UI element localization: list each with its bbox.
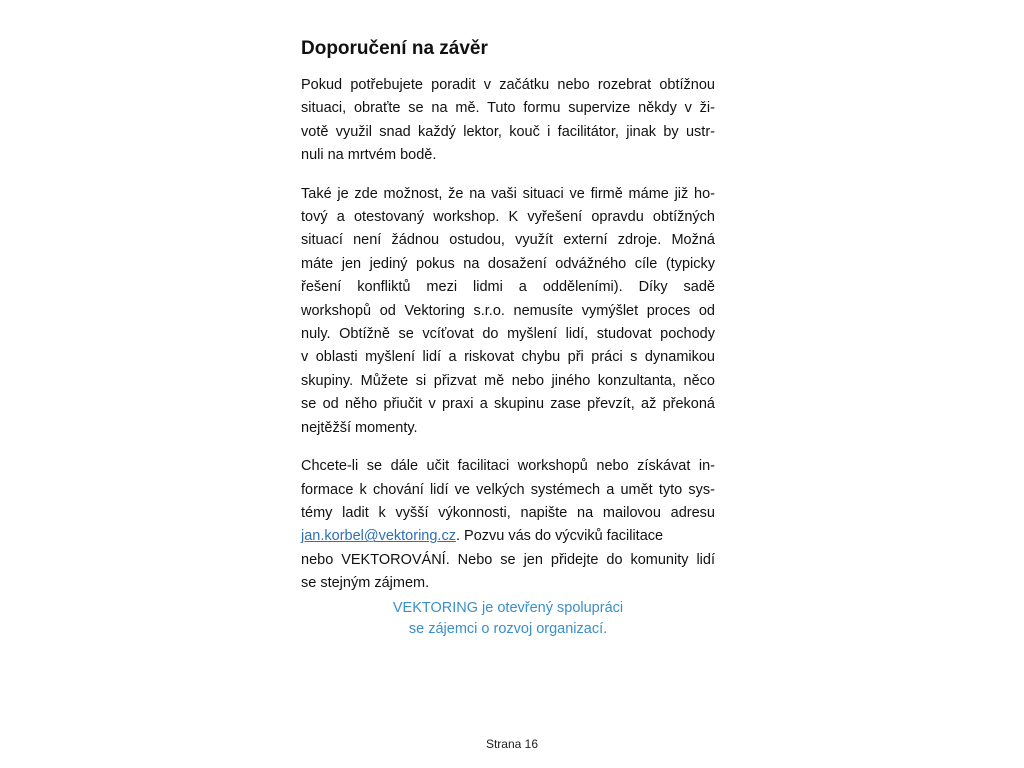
email-link[interactable]: jan.korbel@vektoring.cz bbox=[301, 528, 456, 545]
paragraph-1 bbox=[301, 74, 715, 168]
text-line: nebo VEKTOROVÁNÍ. Nebo se jen přidejte do komunity lidí bbox=[301, 551, 715, 568]
paragraph-2 bbox=[301, 183, 715, 440]
text-line: situací není žádnou ostudou, využít externí zdroje. Možná bbox=[301, 232, 715, 249]
page-content bbox=[301, 36, 715, 611]
text-line: nuly. Obtížně se vcíťovat do myšlení lidí, studovat pochody bbox=[301, 326, 715, 343]
closing-line-1: VEKTORING je otevřený spolupráci bbox=[392, 600, 624, 616]
text-line: se stejným zájmem. bbox=[301, 575, 430, 592]
section-heading: Doporučení na závěr bbox=[301, 38, 488, 59]
text-line: máte jen jediný pokus na dosažení odvážného cíle (typicky bbox=[301, 255, 715, 272]
text-line: formace k chování lidí ve velkých systémech a umět tyto sys- bbox=[301, 481, 715, 498]
text-line: nuli na mrtvém bodě. bbox=[301, 147, 437, 164]
text-line: řešení konfliktů mezi lidmi a odděleními). Díky sadě bbox=[301, 279, 715, 296]
text-line: votě využil snad každý lektor, kouč i facilitátor, jinak by ustr- bbox=[301, 123, 715, 140]
text-line: se od něho přiučit v praxi a skupinu zase převzít, až překoná bbox=[301, 396, 715, 413]
text-line: Chcete-li se dále učit facilitaci workshopů nebo získávat in- bbox=[301, 458, 715, 475]
text-line: tový a otestovaný workshop. K vyřešení opravdu obtížných bbox=[301, 209, 715, 226]
text-after-email: . Pozvu vás do výcviků facilitace bbox=[455, 528, 664, 545]
text-line: v oblasti myšlení lidí a riskovat chybu při práci s dynamikou bbox=[301, 349, 715, 366]
paragraph-3 bbox=[301, 455, 715, 595]
text-line: situaci, obraťte se na mě. Tuto formu supervize někdy v ži- bbox=[301, 100, 715, 117]
text-line: workshopů od Vektoring s.r.o. nemusíte vymýšlet proces od bbox=[301, 302, 715, 319]
text-line-with-email bbox=[301, 525, 715, 548]
text-line: témy ladit k vyšší výkonnosti, napište na mailovou adresu bbox=[301, 504, 715, 521]
text-line: Také je zde možnost, že na vaši situaci ve firmě máme již ho- bbox=[301, 185, 715, 202]
text-line: Pokud potřebujete poradit v začátku nebo rozebrat obtížnou bbox=[301, 77, 715, 93]
closing-statement bbox=[301, 598, 715, 640]
closing-line-2: se zájemci o rozvoj organizací. bbox=[408, 621, 608, 637]
page-number: Strana 16 bbox=[485, 737, 539, 751]
text-line: nejtěžší momenty. bbox=[301, 419, 418, 436]
text-line: skupiny. Můžete si přizvat mě nebo jiného konzultanta, něco bbox=[301, 372, 715, 389]
